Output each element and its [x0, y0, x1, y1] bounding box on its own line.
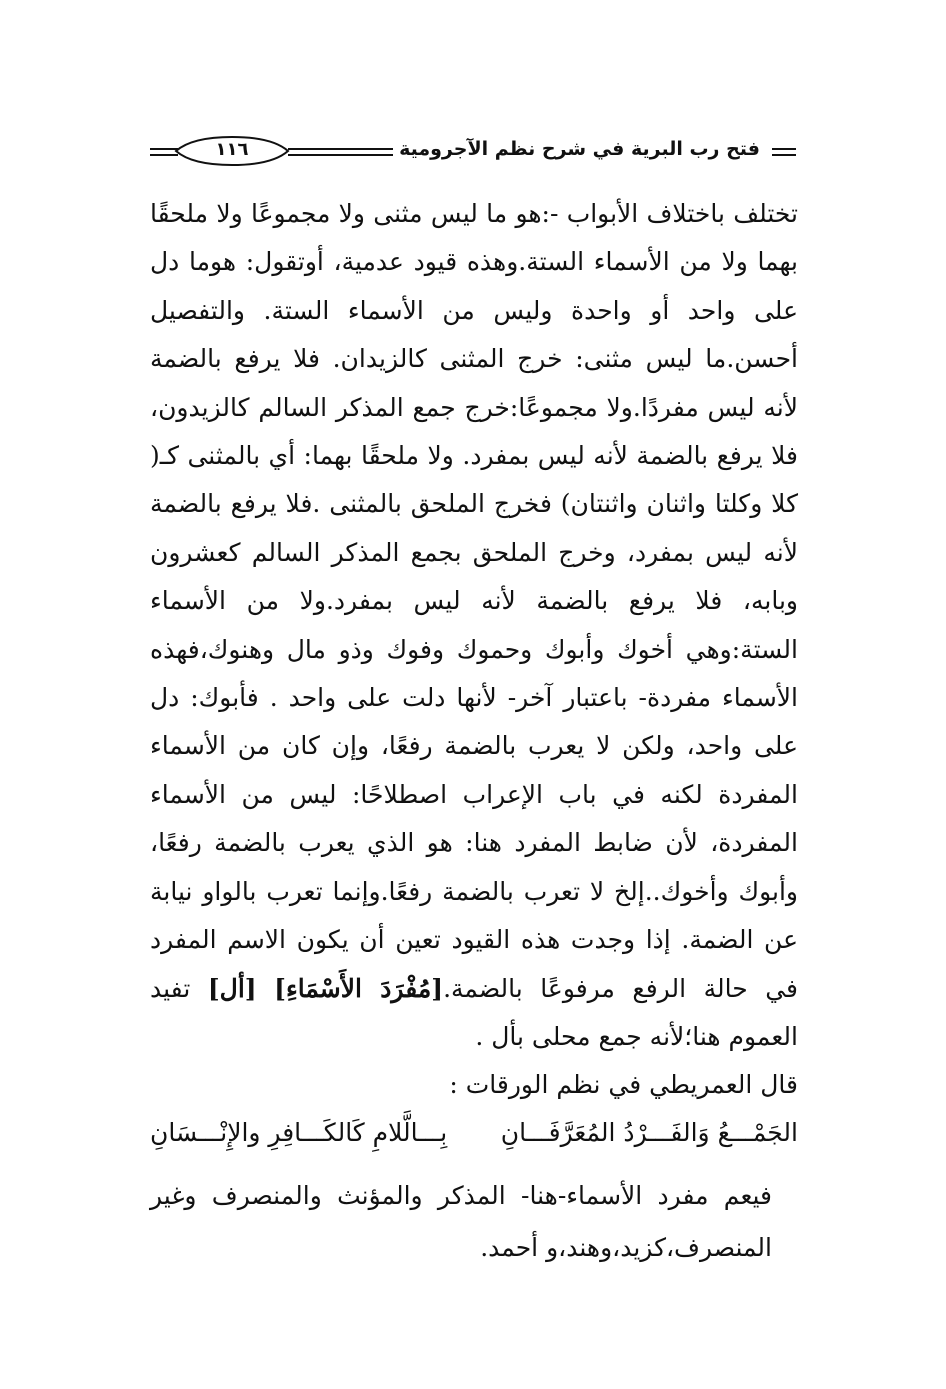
paragraph-tail: تفيد العموم هنا؛لأنه جمع محلى بأل . [150, 973, 798, 1051]
running-header [150, 130, 796, 178]
book-title: فتح رب البرية في شرح نظم الآجرومية [393, 138, 766, 160]
poem-verse [150, 1118, 798, 1168]
verse-second-hemistich: بِـــالَّلامِ كَالكَـــافِرِ والإِنْـــسَانِ [150, 1118, 448, 1147]
verse-first-hemistich: الجَمْـــعُ وَالفَـــرْدُ المُعَرَّفَـــانِ [500, 1118, 798, 1147]
paragraph-main-text: تختلف باختلاف الأبواب -:هو ما ليس مثنى ولا مجموعًا ولا ملحقًا بهما ولا من الأسماء الستة.وهذه قيود عدمية، أوتقول: هوما دل على واحد أو واحدة وليس من الأسماء الستة. والتفصيل أحسن.ما ليس مثنى: خرج المثنى كالزيدان. فلا يرفع بالضمة لأنه ليس مفردًا.ولا مجموعًا:خرج جمع المذكر السالم كالزيدون، فلا يرفع بالضمة لأنه ليس بمفرد. ولا ملحقًا بهما: أي بالمثنى كـ( كلا وكلتا واثنان واثنتان) فخرج الملحق بالمثنى .فلا يرفع بالضمة لأنه ليس بمفرد، وخرج الملحق بجمع المذكر السالم كعشرون وبابه، فلا يرفع بالضمة لأنه ليس بمفرد.ولا من الأسماء الستة:وهي أخوك وأبوك وحموك وفوك وذو مال وهنوك،فهذه الأسماء مفردة- باعتبار آخر- لأنها دلت على واحد . فأبوك: دل على واحد، ولكن لا يعرب بالضمة رفعًا، وإن كان من الأسماء المفردة لكنه في باب الإعراب اصطلاحًا: ليس من الأسماء المفردة، لأن ضابط المفرد هنا: هو الذي يعرب بالضمة رفعًا، وأبوك وأخوك..إلخ لا تعرب بالضمة رفعًا.وإنما تعرب بالواو نيابة عن الضمة. إذا وجدت هذه القيود تعين أن يكون الاسم المفرد في حالة الرفع مرفوعًا بالضمة. [150, 199, 798, 1003]
paragraph-main [150, 190, 798, 1061]
closing-paragraph: فيعم مفرد الأسماء-هنا- المذكر والمؤنث والمنصرف وغير المنصرف،كزيد،وهند،و أحمد. [150, 1181, 772, 1262]
closing-text [150, 1170, 798, 1274]
quote-phrase: [مُفْرَدَ الأَسْمَاءِ] [274, 973, 444, 1003]
al-phrase: [أل] [207, 973, 257, 1003]
page-number: ١١٦ [215, 139, 249, 160]
header-rule-right [772, 148, 796, 156]
page-number-badge [172, 136, 292, 166]
main-text [150, 190, 798, 1110]
intro-line: قال العمريطي في نظم الورقات : [449, 1070, 798, 1100]
